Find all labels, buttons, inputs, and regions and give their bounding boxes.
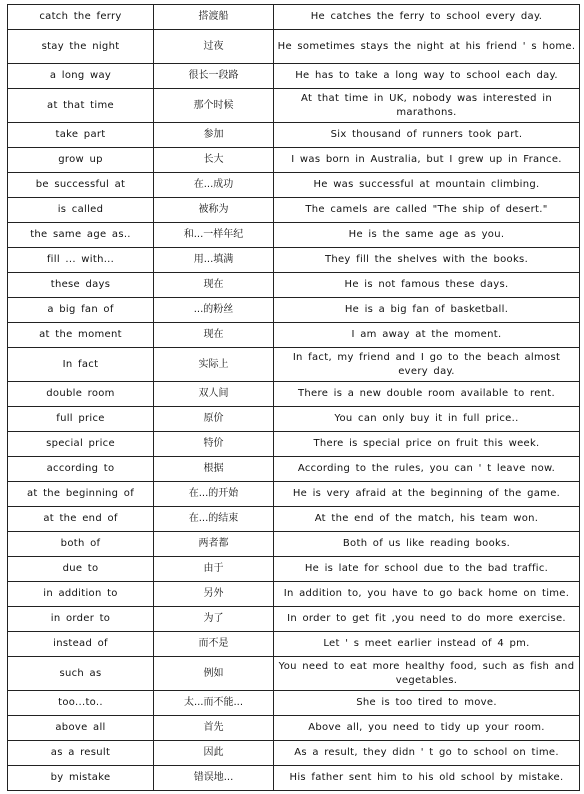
table-row bbox=[8, 298, 580, 323]
example-sentence-cell: She is too tired to move. bbox=[274, 691, 580, 716]
phrase-cell: by mistake bbox=[8, 766, 154, 791]
phrase-table bbox=[7, 4, 580, 791]
table-row bbox=[8, 582, 580, 607]
chinese-meaning-cell: 在...的结束 bbox=[154, 507, 274, 532]
chinese-meaning-cell: 在...的开始 bbox=[154, 482, 274, 507]
chinese-meaning-cell: 和...一样年纪 bbox=[154, 223, 274, 248]
phrase-cell: above all bbox=[8, 716, 154, 741]
phrase-cell: both of bbox=[8, 532, 154, 557]
example-sentence-cell: There is a new double room available to rent. bbox=[274, 382, 580, 407]
example-sentence-cell: He sometimes stays the night at his friend ' s home. bbox=[274, 30, 580, 64]
chinese-meaning-cell: 原价 bbox=[154, 407, 274, 432]
table-row bbox=[8, 123, 580, 148]
chinese-meaning-cell: 首先 bbox=[154, 716, 274, 741]
phrase-cell: at the moment bbox=[8, 323, 154, 348]
example-sentence-cell: His father sent him to his old school by mistake. bbox=[274, 766, 580, 791]
example-sentence-cell: You can only buy it in full price.. bbox=[274, 407, 580, 432]
phrase-cell: is called bbox=[8, 198, 154, 223]
phrase-cell: a big fan of bbox=[8, 298, 154, 323]
chinese-meaning-cell: 因此 bbox=[154, 741, 274, 766]
table-row bbox=[8, 432, 580, 457]
example-sentence-cell: He is very afraid at the beginning of the game. bbox=[274, 482, 580, 507]
phrase-cell: in addition to bbox=[8, 582, 154, 607]
table-row bbox=[8, 657, 580, 691]
phrase-cell: take part bbox=[8, 123, 154, 148]
phrase-table-body bbox=[8, 5, 580, 791]
phrase-cell: instead of bbox=[8, 632, 154, 657]
chinese-meaning-cell: 而不是 bbox=[154, 632, 274, 657]
phrase-cell: too...to.. bbox=[8, 691, 154, 716]
phrase-cell: double room bbox=[8, 382, 154, 407]
example-sentence-cell: Above all, you need to tidy up your room. bbox=[274, 716, 580, 741]
chinese-meaning-cell: 为了 bbox=[154, 607, 274, 632]
table-row bbox=[8, 457, 580, 482]
table-row bbox=[8, 273, 580, 298]
table-row bbox=[8, 632, 580, 657]
phrase-cell: the same age as.. bbox=[8, 223, 154, 248]
phrase-cell: at that time bbox=[8, 89, 154, 123]
table-row bbox=[8, 557, 580, 582]
chinese-meaning-cell: 那个时候 bbox=[154, 89, 274, 123]
table-row bbox=[8, 507, 580, 532]
chinese-meaning-cell: 现在 bbox=[154, 323, 274, 348]
table-row bbox=[8, 716, 580, 741]
phrase-cell: at the beginning of bbox=[8, 482, 154, 507]
chinese-meaning-cell: 双人间 bbox=[154, 382, 274, 407]
chinese-meaning-cell: 错误地... bbox=[154, 766, 274, 791]
chinese-meaning-cell: 过夜 bbox=[154, 30, 274, 64]
example-sentence-cell: He catches the ferry to school every day. bbox=[274, 5, 580, 30]
table-row bbox=[8, 348, 580, 382]
example-sentence-cell: There is special price on fruit this week. bbox=[274, 432, 580, 457]
example-sentence-cell: Six thousand of runners took part. bbox=[274, 123, 580, 148]
phrase-cell: due to bbox=[8, 557, 154, 582]
example-sentence-cell: In fact, my friend and I go to the beach almost every day. bbox=[274, 348, 580, 382]
chinese-meaning-cell: 用...填满 bbox=[154, 248, 274, 273]
example-sentence-cell: I am away at the moment. bbox=[274, 323, 580, 348]
table-row bbox=[8, 482, 580, 507]
table-row bbox=[8, 741, 580, 766]
table-row bbox=[8, 64, 580, 89]
table-row bbox=[8, 382, 580, 407]
phrase-cell: fill ... with... bbox=[8, 248, 154, 273]
table-row bbox=[8, 691, 580, 716]
chinese-meaning-cell: ...的粉丝 bbox=[154, 298, 274, 323]
chinese-meaning-cell: 两者都 bbox=[154, 532, 274, 557]
phrase-cell: grow up bbox=[8, 148, 154, 173]
example-sentence-cell: He has to take a long way to school each day. bbox=[274, 64, 580, 89]
example-sentence-cell: You need to eat more healthy food, such as fish and vegetables. bbox=[274, 657, 580, 691]
example-sentence-cell: As a result, they didn ' t go to school on time. bbox=[274, 741, 580, 766]
example-sentence-cell: Let ' s meet earlier instead of 4 pm. bbox=[274, 632, 580, 657]
chinese-meaning-cell: 特价 bbox=[154, 432, 274, 457]
example-sentence-cell: According to the rules, you can ' t leave now. bbox=[274, 457, 580, 482]
table-row bbox=[8, 173, 580, 198]
phrase-cell: as a result bbox=[8, 741, 154, 766]
example-sentence-cell: In order to get fit ,you need to do more exercise. bbox=[274, 607, 580, 632]
table-row bbox=[8, 148, 580, 173]
table-row bbox=[8, 223, 580, 248]
chinese-meaning-cell: 例如 bbox=[154, 657, 274, 691]
example-sentence-cell: They fill the shelves with the books. bbox=[274, 248, 580, 273]
example-sentence-cell: He is a big fan of basketball. bbox=[274, 298, 580, 323]
table-row bbox=[8, 607, 580, 632]
table-row bbox=[8, 5, 580, 30]
chinese-meaning-cell: 很长一段路 bbox=[154, 64, 274, 89]
phrase-cell: in order to bbox=[8, 607, 154, 632]
chinese-meaning-cell: 实际上 bbox=[154, 348, 274, 382]
example-sentence-cell: He is the same age as you. bbox=[274, 223, 580, 248]
table-row bbox=[8, 30, 580, 64]
chinese-meaning-cell: 另外 bbox=[154, 582, 274, 607]
table-row bbox=[8, 248, 580, 273]
example-sentence-cell: He is not famous these days. bbox=[274, 273, 580, 298]
chinese-meaning-cell: 长大 bbox=[154, 148, 274, 173]
phrase-cell: such as bbox=[8, 657, 154, 691]
chinese-meaning-cell: 现在 bbox=[154, 273, 274, 298]
example-sentence-cell: He was successful at mountain climbing. bbox=[274, 173, 580, 198]
table-row bbox=[8, 323, 580, 348]
phrase-cell: a long way bbox=[8, 64, 154, 89]
chinese-meaning-cell: 参加 bbox=[154, 123, 274, 148]
phrase-cell: be successful at bbox=[8, 173, 154, 198]
phrase-cell: In fact bbox=[8, 348, 154, 382]
phrase-cell: stay the night bbox=[8, 30, 154, 64]
table-row bbox=[8, 407, 580, 432]
table-row bbox=[8, 532, 580, 557]
example-sentence-cell: The camels are called "The ship of desert." bbox=[274, 198, 580, 223]
example-sentence-cell: Both of us like reading books. bbox=[274, 532, 580, 557]
chinese-meaning-cell: 太...而不能... bbox=[154, 691, 274, 716]
table-row bbox=[8, 198, 580, 223]
example-sentence-cell: At the end of the match, his team won. bbox=[274, 507, 580, 532]
phrase-cell: catch the ferry bbox=[8, 5, 154, 30]
example-sentence-cell: He is late for school due to the bad traffic. bbox=[274, 557, 580, 582]
phrase-cell: these days bbox=[8, 273, 154, 298]
chinese-meaning-cell: 被称为 bbox=[154, 198, 274, 223]
example-sentence-cell: I was born in Australia, but I grew up in France. bbox=[274, 148, 580, 173]
chinese-meaning-cell: 在...成功 bbox=[154, 173, 274, 198]
chinese-meaning-cell: 搭渡船 bbox=[154, 5, 274, 30]
chinese-meaning-cell: 由于 bbox=[154, 557, 274, 582]
chinese-meaning-cell: 根据 bbox=[154, 457, 274, 482]
phrase-cell: at the end of bbox=[8, 507, 154, 532]
table-row bbox=[8, 89, 580, 123]
example-sentence-cell: At that time in UK, nobody was interested in marathons. bbox=[274, 89, 580, 123]
phrase-cell: full price bbox=[8, 407, 154, 432]
phrase-cell: special price bbox=[8, 432, 154, 457]
phrase-cell: according to bbox=[8, 457, 154, 482]
example-sentence-cell: In addition to, you have to go back home on time. bbox=[274, 582, 580, 607]
table-row bbox=[8, 766, 580, 791]
